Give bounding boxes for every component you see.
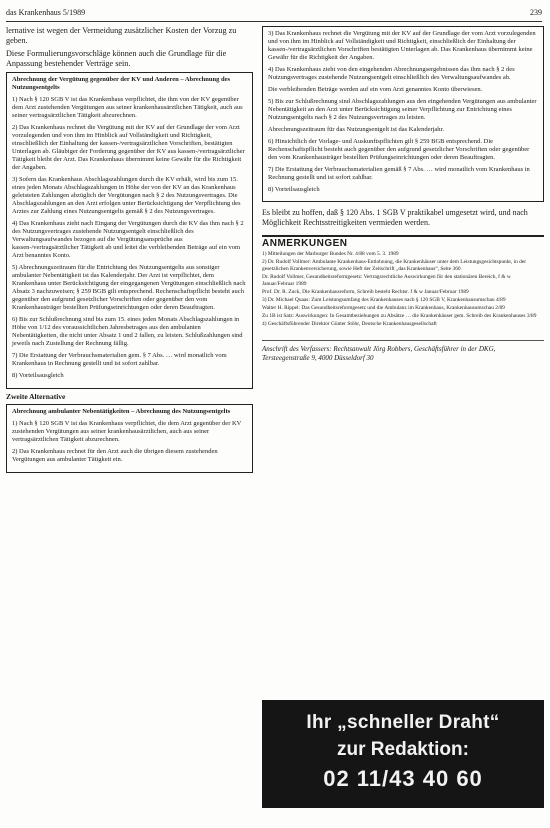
clause: 6) Bis zur Schlußrechnung sind bis zum 15. eines jeden Monats Abschlagszahlungen in Höhe von 1/12 des voraussichtlichen Jahresbetrages aus den ambulanten Nebentätigkeiten, die nicht unter Absatz 1 und 2 fallen, zu leisten. Schlußzahlungen sind jeweils nach Zustellung der Rechnung fällig. [12, 316, 243, 348]
clause: Die verbleibenden Beträge werden auf ein vom Arzt genanntes Konto überwiesen. [268, 86, 483, 93]
ad-phone-number: 02 11/43 40 60 [323, 766, 483, 791]
clause: 5) Abrechnungszeitraum für die Entrichtung des Nutzungsentgelts aus sonstiger ambulanter Nebentätigkeit ist das Kalenderjahr. Der Arzt ist verpflichtet, dem Krankenhaus unter Berücksichtigung der eingegangenen Vergütungen einschließlich nach Absatz 3 nachzuweisen; § 259 BGB gilt entsprechend. Rechenschaftspflicht besteht auch gegenüber den aufgrund gesetzlicher Vorschriften oder gegenüber den vom Krankenhausträger bestellten Prüfungseinrichtungen oder deren Beauftragten. [12, 264, 246, 312]
note-item: Dr. Rudolf Vollmer, Gesundheitsreformgesetz: Vertragsrechtliche Auswirkungen für den stationären Bereich, f & w Januar/Februar 1989 [262, 274, 511, 287]
clause: 5) Bis zur Schlußrechnung sind Abschlagszahlungen aus den eingehenden Vergütungen aus ambulanter Nebentätigkeit an den Arzt unter Berücksichtigung seiner Verpflichtung zur Entrichtung eines Nutzungsentgelts nach § 2 des Nutzungsvertrages zu leisten. [268, 98, 537, 121]
clause: 8) Vorteilsausgleich [12, 372, 64, 380]
note-item: 2) Dr. Rudolf Vollmer: Ambulante Krankenhaus-Entlohnung, die Krankenhäuser unter dem Leistungsgesichtspunkt, in der gesetzlichen Krankenversicherung, sowie Heft der Zeitschrift „das Krankenhaus“, Seite 360 [262, 259, 527, 272]
clause: 1) Nach § 120 SGB V ist das Krankenhaus verpflichtet, die dem Arzt gegenüber der KV zustehenden Vergütungen aus seiner krankenhausärztlichen, auch aus seiner vertragsärztlichen Tätigkeit abzurechnen. [12, 420, 242, 444]
page-number: 239 [530, 8, 542, 17]
box-title: Abrechnung ambulanter Nebentätigkeiten – Abrechnung des Nutzungsentgelts [12, 408, 231, 416]
note-item: 3) Dr. Michael Quaas: Zum Leistungsumfang des Krankenhauses nach § 120 SGB V, Krankenhausumschau 4/89 [262, 297, 506, 303]
clause: 7) Die Erstattung der Verbrauchsmaterialien gem. § 7 Abs. … wird monatlich vom Krankenhaus in Rechnung gestellt und ist sofort zahlbar. [12, 352, 227, 368]
clause: Abrechnungszeitraum für das Nutzungsentgelt ist das Kalenderjahr. [268, 126, 444, 133]
clause: 3) Sofern das Krankenhaus Abschlagszahlungen durch die KV erhält, wird bis zum 15. eines jeden Monats Abschlagszahlungen in Höhe der von der KV an das Krankenhaus geleisteten Zahlungen abzüglich der Vergütungen nach § 2 des Nutzungsvertrages. Die Abschlagszahlungen an den Arzt erfolgen unter Berücksichtigung der Verpflichtung des Arztes zur Zahlung eines Nutzungsentgelts gemäß § 2 des Nutzungsvertrages. [12, 176, 241, 216]
intro-text [6, 26, 253, 68]
clause: 3) Das Krankenhaus rechnet die Vergütung mit der KV auf der Grundlage der vom Arzt vorzulegenden und von ihm im Hinblick auf Vollständigkeit und Richtigkeit, einschließlich der Einhaltung der kassen-/vertragsärztlichen Vorschriften bestätigten Unterlagen ab. Das Krankenhaus übernimmt keine Gewähr für die Richtigkeit der Angaben. [268, 30, 536, 61]
author-address: Anschrift des Verfassers: Rechtsanwalt Jörg Robbers, Geschäftsführer in der DKG, Tersteegenstraße 9, 4000 Düsseldorf 30 [262, 340, 544, 362]
clause: 8) Vorteilsausgleich [268, 186, 320, 193]
right-column [262, 26, 544, 362]
conclusion-paragraph: Es bleibt zu hoffen, daß § 120 Abs. 1 SGB V praktikabel umgesetzt wird, und nach Möglichkeit Rechtsstreitigkeiten vermieden werden. [262, 208, 528, 227]
notes-list [262, 251, 544, 328]
editorial-hotline-ad [262, 700, 544, 808]
note-item: Walter H. Rippel: Das Gesundheitsreformgesetz und die Ambulanz im Krankenhaus, Krankenhausumschau 2/89 [262, 305, 505, 311]
note-item: Zu 1B ist Satz: Auswirkungen: In Gesamtbeziehungen zu Absätze … die Krankenhäuser gem. Schreib des Krankenhauses 3/89 [262, 313, 537, 319]
clause: 4) Das Krankenhaus zieht von den eingehenden Abrechnungsergebnissen das ihm nach § 2 des Nutzungsvertrages zustehende Nutzungsentgelt einschließlich des Verwaltungsaufwandes ab. [268, 66, 515, 81]
ad-headline: Ihr „schneller Draht“ [306, 712, 500, 733]
clause: 1) Nach § 120 SGB V ist das Krankenhaus verpflichtet, die ihm von der KV gegenüber dem Arzt zustehenden Vergütungen aus seiner krankenhausärztlichen Tätigkeit, auch aus seiner vertragsärztlichen Tätigkeit abzurechnen. [12, 96, 243, 120]
box-title: Abrechnung der Vergütung gegenüber der KV und Anderen – Abrechnung des Nutzungsentgelts [12, 76, 231, 92]
intro-paragraph: Diese Formulierungsvorschläge können auch die Grundlage für die Anpassung bestehender Verträge sein. [6, 49, 227, 68]
intro-paragraph: lernative ist wegen der Vermeidung zusätzlicher Kosten der Vorzug zu geben. [6, 26, 237, 45]
contract-box-second-alternative [6, 404, 253, 473]
left-column [6, 26, 253, 473]
journal-issue: das Krankenhaus 5/1989 [6, 8, 86, 17]
clause: 2) Das Krankenhaus rechnet für den Arzt auch die übrigen diesem zustehenden Vergütungen aus ambulanter Tätigkeit ein. [12, 448, 218, 464]
clause: 6) Hinsichtlich der Vorlage- und Auskunftspflichten gilt § 259 BGB entsprechend. Die Rechenschaftspflicht besteht auch gegenüber den aufgrund gesetzlicher Vorschriften oder gegenüber den vom Krankenhausträger bestellten Prüfungseinrichtungen oder deren Beauftragten. [268, 138, 530, 161]
contract-box-continued [262, 26, 544, 202]
note-item: 1) Mitteilungen der Marburger Bundes Nr. 4/88 vom 5. 3. 1989 [262, 251, 399, 257]
notes-heading: ANMERKUNGEN [262, 235, 544, 248]
clause: 4) Das Krankenhaus zieht nach Eingang der Vergütungen durch die KV das ihm nach § 2 des Nutzungsvertrages zustehende Nutzungsentgelt einschließlich des Verwaltungsaufwandes bezogen auf die Vergütungsansprüche aus kassen-/vertragsärztlicher Tätigkeit ab und leitet die verbleibenden Beträge auf ein vom Arzt benanntes Konto. [12, 220, 244, 260]
clause: 7) Die Erstattung der Verbrauchsmaterialien gemäß § 7 Abs. … wird monatlich vom Krankenhaus in Rechnung gestellt und ist sofort zahlbar. [268, 166, 530, 181]
header-rule [6, 21, 542, 22]
clause: 2) Das Krankenhaus rechnet die Vergütung mit der KV auf der Grundlage der vom Arzt vorzulegenden und von ihm im Hinblick auf Vollständigkeit und Richtigkeit, einschließlich der Einhaltung der kassen-/vertragsärztlichen Vorschriften, bestätigten Unterlagen ab. Gläubiger der Forderung gegenüber der KV aus kassen-/vertragsärztlicher Tätigkeit bleibt der Arzt. Das Krankenhaus übernimmt keine Gewähr für die Richtigkeit der Angaben. [12, 124, 245, 172]
note-item: Prof. Dr. R. Zuck, Die Krankenhausreform, Schreib besteht Rechtsr. f & w Januar/Februar 1989 [262, 289, 469, 295]
ad-subline: zur Redaktion: [337, 739, 469, 760]
note-item: 4) Geschäftsführender Direktor Günter Stöhr, Deutsche Krankenhausgesellschaft [262, 321, 437, 327]
second-alternative-heading: Zweite Alternative [6, 392, 66, 402]
running-header [6, 8, 542, 20]
contract-box-first-alternative [6, 72, 253, 389]
